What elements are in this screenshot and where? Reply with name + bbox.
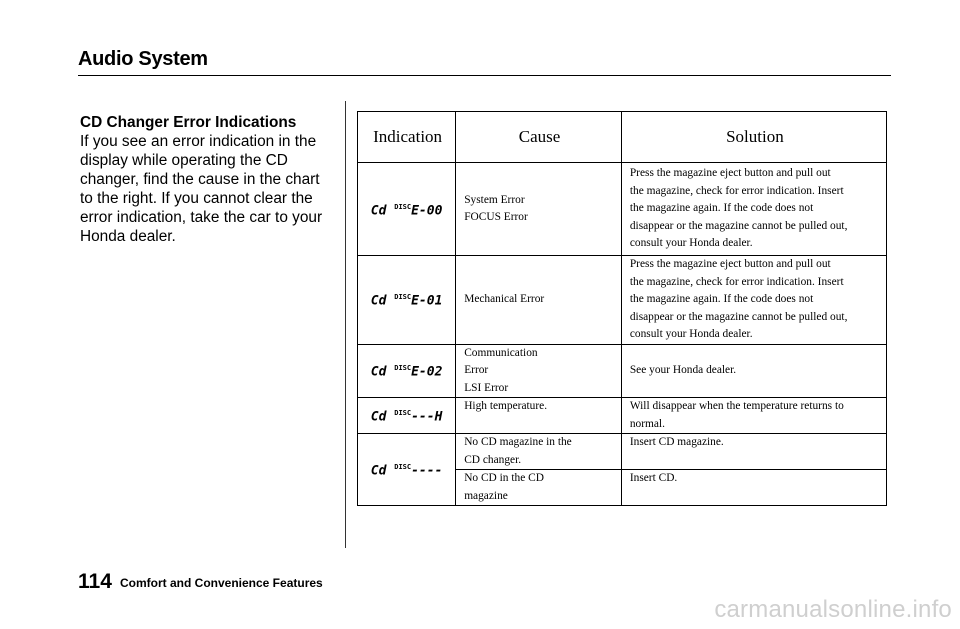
solution-cell [621, 256, 886, 345]
solution-line: Press the magazine eject button and pull out [629, 258, 831, 270]
solution-cell [621, 163, 886, 256]
indication-sup: DISC [394, 463, 412, 472]
solution-line: normal. [629, 417, 665, 430]
indication-sup: DISC [394, 409, 412, 418]
solution-line: the magazine, check for error indication. Insert [629, 184, 844, 197]
indication-sup: DISC [394, 364, 412, 373]
cause-line: LSI Error [464, 381, 509, 394]
cause-line: CD changer. [464, 453, 522, 466]
column-divider [345, 101, 346, 548]
table-row [358, 434, 887, 470]
cause-line: magazine [464, 489, 508, 502]
solution-line: disappear or the magazine cannot be pulled out, [629, 310, 848, 323]
header-indication: Indication [358, 112, 456, 163]
indication-main: Cd [370, 409, 395, 425]
cause-cell [456, 398, 622, 434]
solution-cell [621, 398, 886, 434]
cause-line: No CD magazine in the [464, 436, 572, 448]
intro-line: If you see an error indication in the [80, 133, 317, 150]
intro-line: Honda dealer. [80, 228, 176, 245]
solution-line: Will disappear when the temperature returns to [629, 400, 844, 412]
cause-line: FOCUS Error [464, 211, 528, 223]
indication-cell [358, 163, 456, 256]
solution-line: the magazine again. If the code does not [629, 293, 814, 305]
solution-line: See your Honda dealer. [629, 364, 737, 376]
indication-code: ---H [411, 409, 443, 425]
solution-line: consult your Honda dealer. [629, 328, 753, 340]
solution-line: the magazine again. If the code does not [629, 202, 814, 215]
indication-code: E-02 [411, 364, 443, 380]
cause-line: No CD in the CD [464, 472, 544, 484]
indication-cell [358, 434, 456, 506]
header-cause: Cause [456, 112, 622, 163]
intro-line: changer, find the cause in the chart [80, 171, 320, 188]
solution-cell [621, 434, 886, 470]
cause-cell [456, 434, 622, 470]
cause-line: High temperature. [464, 400, 548, 412]
page-number: 114 [78, 570, 112, 593]
table-row [358, 256, 887, 345]
table-row [358, 163, 887, 256]
cause-line: Communication [464, 346, 538, 359]
indication-main: Cd [370, 293, 395, 309]
solution-cell [621, 344, 886, 398]
solution-line: the magazine, check for error indication. Insert [629, 275, 844, 288]
section-heading: CD Changer Error Indications [80, 114, 297, 131]
intro-section [80, 113, 342, 246]
footer-section-label: Comfort and Convenience Features [120, 576, 323, 590]
cause-line: Error [464, 364, 489, 376]
indication-cell [358, 256, 456, 345]
indication-cell [358, 398, 456, 434]
header-solution: Solution [621, 112, 886, 163]
solution-line: Press the magazine eject button and pull out [629, 167, 831, 180]
indication-main: Cd [370, 364, 395, 380]
error-table [357, 111, 887, 506]
solution-line: consult your Honda dealer. [629, 237, 753, 250]
watermark: carmanualsonline.info [714, 596, 952, 623]
cause-cell [456, 256, 622, 345]
intro-line: error indication, take the car to your [80, 209, 323, 226]
indication-code: E-01 [411, 293, 443, 309]
indication-code: E-00 [411, 202, 443, 218]
cause-line: Mechanical Error [464, 293, 545, 305]
header-rule [78, 75, 891, 76]
indication-cell [358, 344, 456, 398]
indication-sup: DISC [394, 293, 412, 302]
cause-cell [456, 163, 622, 256]
indication-code: ---- [411, 463, 443, 479]
indication-main: Cd [370, 463, 395, 479]
table-header-row [358, 112, 887, 163]
cause-line: System Error [464, 193, 525, 206]
indication-sup: DISC [394, 202, 412, 211]
page-title: Audio System [78, 48, 208, 70]
solution-line: disappear or the magazine cannot be pulled out, [629, 219, 848, 232]
solution-cell [621, 470, 886, 506]
intro-paragraph [80, 132, 342, 246]
cause-cell [456, 344, 622, 398]
intro-line: to the right. If you cannot clear the [80, 190, 313, 207]
cause-cell [456, 470, 622, 506]
indication-main: Cd [370, 202, 395, 218]
solution-line: Insert CD. [629, 472, 678, 484]
solution-line: Insert CD magazine. [629, 436, 724, 448]
intro-line: display while operating the CD [80, 152, 288, 169]
table-row [358, 398, 887, 434]
table-row [358, 344, 887, 398]
